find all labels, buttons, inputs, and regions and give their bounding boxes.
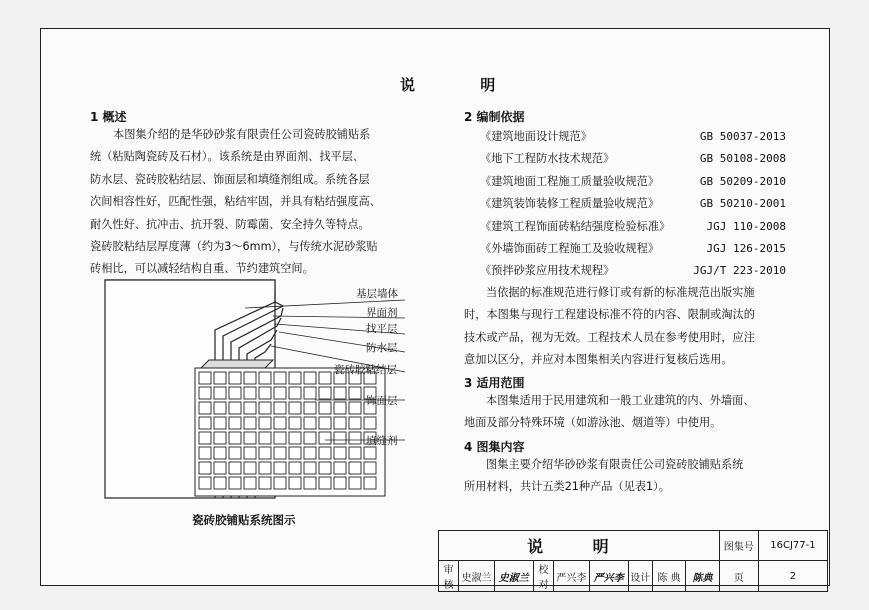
standard-row [480, 193, 786, 215]
tile [274, 372, 286, 384]
section1-line: 次间相容性好，匹配性强，粘结牢固，并具有粘结强度高、 [90, 195, 381, 209]
tile [304, 402, 316, 414]
tile [304, 462, 316, 474]
atlas-number: 16CJ77-1 [758, 531, 827, 561]
standard-code: GB 50209-2010 [699, 174, 786, 188]
standard-name: 《建筑地面设计规范》 [480, 130, 592, 143]
tile [319, 447, 331, 459]
page-number: 2 [758, 561, 827, 592]
tile [364, 447, 376, 459]
tile [199, 417, 211, 429]
tile [259, 462, 271, 474]
reviewer-signature: 史淑兰 [494, 561, 533, 592]
tile [289, 402, 301, 414]
tile [274, 477, 286, 489]
tile [214, 417, 226, 429]
section1-line: 统（粘贴陶瓷砖及石材）。该系统是由界面剂、找平层、 [90, 150, 365, 164]
tile [214, 447, 226, 459]
page-title: 说 明 [400, 76, 526, 94]
tile [304, 432, 316, 444]
label-leveling: 找平层 [366, 323, 398, 335]
tile [214, 387, 226, 399]
label-interface: 界面剂 [366, 307, 398, 319]
tile [214, 477, 226, 489]
atlas-number-label: 图集号 [719, 531, 758, 561]
tile [289, 372, 301, 384]
standard-row [480, 238, 786, 260]
title-block-title: 说 明 [439, 531, 720, 561]
tile [274, 387, 286, 399]
tile [259, 402, 271, 414]
label-base-wall: 基层墙体 [356, 288, 398, 300]
tile [259, 432, 271, 444]
tile [229, 402, 241, 414]
tile [214, 372, 226, 384]
tile [319, 402, 331, 414]
standard-row [480, 148, 786, 170]
tile [259, 372, 271, 384]
section4-heading: 4 图集内容 [464, 440, 525, 454]
tile [244, 447, 256, 459]
standard-row [480, 171, 786, 193]
standard-code: JGJ 126-2015 [706, 241, 786, 255]
title-block [438, 530, 828, 591]
section1-line: 瓷砖胶粘结层厚度薄（约为3～6mm），与传统水泥砂浆贴 [90, 239, 378, 253]
tile [334, 387, 346, 399]
section3-line: 地面及部分特殊环境（如游泳池、烟道等）中使用。 [464, 416, 722, 430]
tile [214, 432, 226, 444]
checker-name: 严兴李 [554, 561, 589, 592]
standard-name: 《地下工程防水技术规范》 [480, 152, 615, 166]
designer-name: 陈 典 [652, 561, 685, 592]
section4-body [464, 454, 743, 499]
tile [364, 417, 376, 429]
label-grout: 填缝剂 [366, 435, 398, 447]
tile [229, 417, 241, 429]
label-adhesive: 瓷砖胶粘结层 [334, 364, 397, 376]
label-waterproof: 防水层 [366, 342, 398, 354]
tile [244, 462, 256, 474]
tile [289, 447, 301, 459]
checker-signature: 严兴李 [589, 561, 628, 592]
tile [304, 447, 316, 459]
tile [289, 477, 301, 489]
section1-line: 耐久性好、抗冲击、抗开裂、防霉菌、安全持久等特点。 [90, 217, 370, 231]
tile [289, 387, 301, 399]
tile [349, 477, 361, 489]
tile [349, 462, 361, 474]
check-label: 校对 [533, 561, 553, 592]
section2-line: 时，本图集与现行工程建设标准不符的内容、限制或淘汰的 [464, 308, 755, 322]
tile [259, 417, 271, 429]
standard-name: 《外墙饰面砖工程施工及验收规程》 [480, 241, 660, 255]
tile [334, 432, 346, 444]
reviewer-name: 史淑兰 [459, 561, 494, 592]
page-label: 页 [719, 561, 758, 592]
section2-body [464, 282, 755, 372]
tile [304, 372, 316, 384]
tile [289, 432, 301, 444]
figure-caption: 瓷砖胶铺贴系统图示 [192, 513, 296, 527]
tile [229, 462, 241, 474]
tile [319, 462, 331, 474]
tile [259, 447, 271, 459]
section1-body [90, 124, 381, 281]
tile [274, 432, 286, 444]
tile [199, 372, 211, 384]
standard-name: 《建筑装饰装修工程质量验收规范》 [480, 197, 660, 211]
tile [334, 417, 346, 429]
tile [304, 477, 316, 489]
tile [289, 462, 301, 474]
tile [349, 417, 361, 429]
tile [364, 477, 376, 489]
standard-row [480, 216, 786, 238]
tile [199, 387, 211, 399]
tile [229, 387, 241, 399]
tile [274, 462, 286, 474]
section1-line: 本图集介绍的是华砂砂浆有限责任公司瓷砖胶铺贴系 [113, 128, 371, 141]
section1-heading: 1 概述 [90, 110, 127, 124]
tile [244, 432, 256, 444]
tile [229, 447, 241, 459]
standard-code: JGJ 110-2008 [706, 219, 786, 233]
section4-line: 图集主要介绍华砂砂浆有限责任公司瓷砖胶铺贴系统 [486, 458, 744, 471]
tile [319, 417, 331, 429]
tile [334, 447, 346, 459]
tile [364, 462, 376, 474]
label-tile-face: 饰面层 [366, 395, 398, 407]
tile [244, 477, 256, 489]
tile [199, 462, 211, 474]
tile [274, 447, 286, 459]
designer-signature: 陈典 [686, 561, 719, 592]
tile [199, 477, 211, 489]
tile [259, 387, 271, 399]
tile [214, 402, 226, 414]
review-label: 审核 [439, 561, 459, 592]
standard-row [480, 260, 786, 282]
standard-name: 《建筑地面工程施工质量验收规范》 [480, 174, 660, 188]
standard-code: GB 50108-2008 [699, 152, 786, 166]
section3-line: 本图集适用于民用建筑和一般工业建筑的内、外墙面、 [486, 394, 755, 407]
section4-line: 所用材料，共计五类21种产品（见表1）。 [464, 480, 670, 494]
tile [304, 387, 316, 399]
tile [244, 402, 256, 414]
section2-line: 技术或产品，视为无效。工程技术人员在参考使用时，应注 [464, 330, 755, 344]
standard-code: GB 50037-2013 [699, 130, 786, 143]
section3-body [464, 390, 755, 435]
tile [334, 402, 346, 414]
tile [319, 477, 331, 489]
tile [274, 417, 286, 429]
tile [349, 447, 361, 459]
section2-line: 意加以区分，并应对本图集相关内容进行复核后选用。 [464, 353, 733, 367]
section3-heading: 3 适用范围 [464, 376, 525, 390]
standard-code: JGJ/T 223-2010 [693, 264, 786, 278]
tile [199, 402, 211, 414]
tile [244, 372, 256, 384]
section1-line: 砖相比，可以减轻结构自重、节约建筑空间。 [90, 262, 314, 276]
standard-code: GB 50210-2001 [699, 197, 786, 211]
tile [349, 402, 361, 414]
tile [229, 372, 241, 384]
standard-row [480, 126, 786, 148]
tile [289, 417, 301, 429]
tile [334, 477, 346, 489]
standards-list [480, 126, 786, 283]
section2-heading: 2 编制依据 [464, 110, 525, 124]
standard-name: 《建筑工程饰面砖粘结强度检验标准》 [480, 219, 671, 233]
tile [319, 387, 331, 399]
tile [349, 432, 361, 444]
section2-line: 当依据的标准规范进行修订或有新的标准规范出版实施 [486, 286, 755, 299]
section1-line: 防水层、瓷砖胶粘结层、饰面层和填缝剂组成。系统各层 [90, 172, 370, 186]
tile [319, 432, 331, 444]
tile [244, 387, 256, 399]
tile [319, 372, 331, 384]
tile [199, 447, 211, 459]
design-label: 设计 [628, 561, 652, 592]
tile [229, 432, 241, 444]
tile [199, 432, 211, 444]
tile [349, 387, 361, 399]
tile [334, 462, 346, 474]
tile [229, 477, 241, 489]
standard-name: 《预拌砂浆应用技术规程》 [480, 264, 615, 278]
tile [304, 417, 316, 429]
tile [259, 477, 271, 489]
tile [214, 462, 226, 474]
tile [244, 417, 256, 429]
tile [274, 402, 286, 414]
